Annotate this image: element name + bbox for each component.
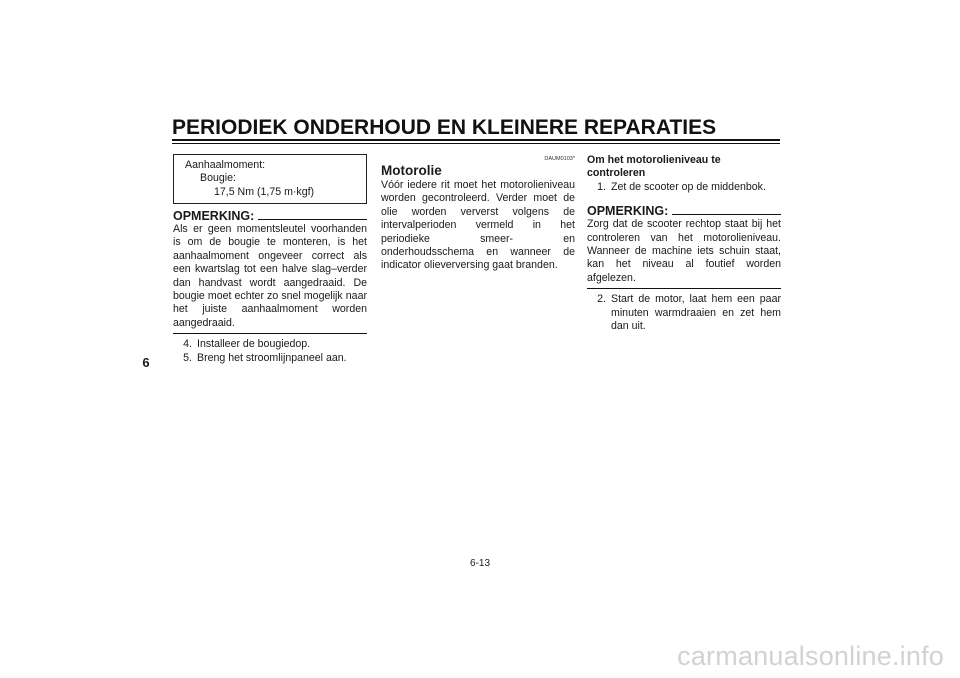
step-text: Zet de scooter op de middenbok.: [611, 180, 766, 193]
note-heading-rule: [672, 214, 781, 215]
step-list: [173, 338, 367, 365]
page-title: PERIODIEK ONDERHOUD EN KLEINERE REPARATIES: [172, 116, 717, 139]
column-left: [173, 154, 367, 365]
torque-value: 17,5 Nm (1,75 m·kgf): [214, 185, 315, 198]
section-heading: Motorolie: [381, 163, 442, 178]
reference-code: DAUM0103*: [544, 156, 575, 162]
note-label: OPMERKING:: [587, 204, 669, 219]
step-number: 4.: [183, 338, 192, 351]
note-end-rule: [587, 288, 781, 289]
list-item: [173, 352, 367, 365]
torque-spec-box: [173, 154, 367, 204]
step-number: 1.: [597, 180, 606, 193]
step-list: [587, 293, 781, 333]
step-text: Start de motor, laat hem een paar minuten warmdraaien en zet hem dan uit.: [611, 293, 781, 333]
note-label: OPMERKING:: [173, 209, 255, 223]
note-text: Als er geen momentsleutel voorhanden is om de bougie te monteren, is het aanhaalmoment ongeveer correct als een kwartslag tot een halve slag–verder dan handvast wordt aangedraaid. De bougie moet echter zo snel mogelijk naar het juiste aanhaalmoment worden aangedraaid.: [173, 223, 367, 329]
step-list: [587, 181, 781, 194]
note-heading: [173, 209, 367, 223]
note-heading: [587, 204, 781, 218]
column-middle: [381, 154, 575, 273]
page-number: 6-13: [469, 558, 490, 569]
watermark: carmanualsonline.info: [677, 641, 944, 671]
section-text: Vóór iedere rit moet het motorolieniveau worden gecontroleerd. Verder moet de olie worden ververst volgens de intervalperioden vermeld in het periodieke smeer- en onderhoudsschema en wanneer de indicator olieverversing gaat branden.: [381, 179, 575, 272]
title-rule: [172, 139, 780, 141]
list-item: [587, 181, 781, 194]
subsection-heading: Om het motorolieniveau te controleren: [587, 154, 721, 180]
column-right: [587, 154, 781, 333]
step-text: Breng het stroomlijnpaneel aan.: [197, 351, 347, 364]
list-item: [173, 338, 367, 351]
step-number: 5.: [183, 351, 192, 364]
note-text: Zorg dat de scooter rechtop staat bij het controleren van het motorolieniveau. Wanneer de machine iets schuin staat, kan het niveau al foutief worden afgelezen.: [587, 218, 781, 284]
step-number: 2.: [597, 293, 606, 306]
torque-item: Bougie:: [200, 172, 236, 185]
list-item: [587, 293, 781, 333]
torque-label: Aanhaalmoment:: [185, 159, 266, 171]
chapter-tab: 6: [142, 355, 150, 370]
note-end-rule: [173, 333, 367, 334]
note-heading-rule: [258, 219, 367, 220]
step-text: Installeer de bougiedop.: [197, 338, 311, 351]
title-rule-thin: [172, 143, 780, 144]
